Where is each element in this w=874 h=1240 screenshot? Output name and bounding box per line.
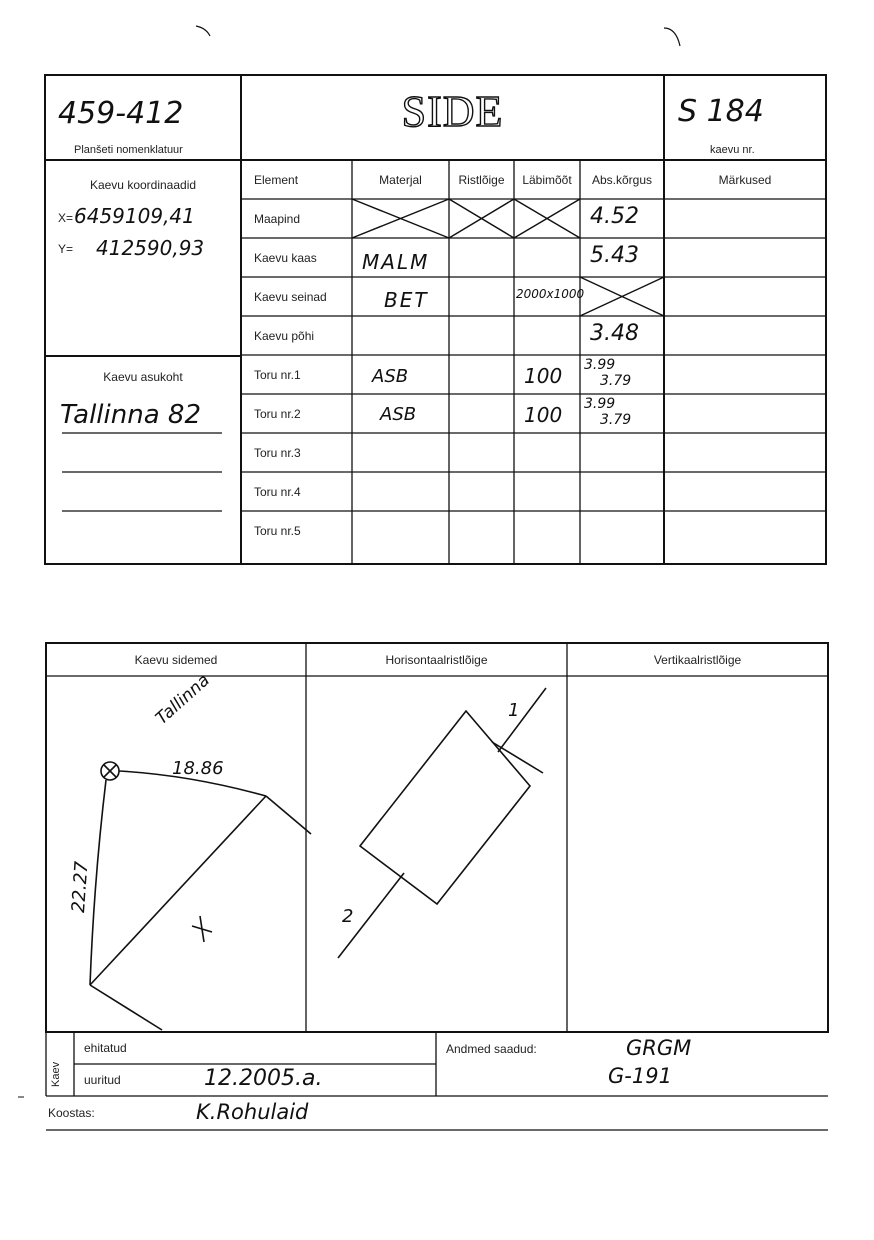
row-label: Toru nr.5: [254, 524, 301, 538]
pipe1-material: ASB: [372, 366, 409, 387]
row-label: Toru nr.2: [254, 407, 301, 421]
bottom-abs-height: 3.48: [590, 321, 639, 346]
surveyed-label: uuritud: [84, 1073, 121, 1087]
col-vertical-header: Vertikaalristlõige: [653, 653, 742, 667]
pipe2-diameter: 100: [524, 403, 563, 427]
compiled-label: Koostas:: [48, 1106, 95, 1120]
row-label: Toru nr.4: [254, 485, 301, 499]
lid-abs-height: 5.43: [590, 243, 639, 268]
row-label: Kaevu seinad: [254, 290, 327, 304]
row-label: Maapind: [254, 212, 301, 226]
row-label: Toru nr.1: [254, 368, 301, 382]
sketch-pipe-1: 1: [508, 700, 520, 721]
row-label: Kaevu kaas: [254, 251, 317, 265]
header-abs-height: Abs.kõrgus: [591, 173, 653, 187]
pipe1-abs-bottom: 3.79: [600, 373, 632, 389]
walls-diameter: 2000x1000: [516, 287, 585, 301]
pipe2-material: ASB: [380, 404, 417, 425]
well-side-label: Kaev: [50, 1061, 62, 1087]
plan-label: Planšeti nomenklatuur: [74, 144, 183, 156]
pipe2-abs-top: 3.99: [584, 396, 616, 412]
header-material: Materjal: [379, 173, 422, 187]
sketch-distance-1: 18.86: [172, 758, 224, 779]
lid-material: MALM: [362, 250, 430, 274]
header-diameter: Läbimõõt: [522, 173, 572, 187]
data-source-value-1: GRGM: [626, 1036, 692, 1060]
y-label: Y=: [58, 242, 74, 256]
walls-material: BET: [384, 288, 429, 312]
pipe1-diameter: 100: [524, 364, 563, 388]
row-label: Kaevu põhi: [254, 329, 315, 343]
horizontal-section-sketch: [338, 688, 546, 958]
pipe1-abs-top: 3.99: [584, 357, 616, 373]
coords-label: Kaevu koordinaadid: [89, 178, 197, 192]
well-number-label: kaevu nr.: [710, 144, 755, 156]
location-label: Kaevu asukoht: [103, 370, 183, 384]
location-value: Tallinna 82: [60, 400, 201, 430]
header-element: Element: [254, 173, 299, 187]
x-value: 6459109,41: [74, 204, 195, 228]
built-label: ehitatud: [84, 1041, 127, 1055]
y-value: 412590,93: [96, 236, 205, 260]
x-label: X=: [58, 211, 74, 225]
header-cross-section: Ristlõige: [458, 173, 505, 187]
row-label: Toru nr.3: [254, 446, 301, 460]
data-source-value-2: G-191: [608, 1064, 672, 1088]
form-title: SIDE: [401, 87, 504, 136]
data-source-label: Andmed saadud:: [446, 1042, 537, 1056]
compiled-value: K.Rohulaid: [196, 1100, 309, 1124]
col-ties-header: Kaevu sidemed: [134, 653, 218, 667]
surveyed-value: 12.2005.a.: [204, 1066, 323, 1091]
plan-number: 459-412: [58, 96, 184, 131]
col-horizontal-header: Horisontaalristlõige: [385, 653, 488, 667]
sketch-street-label: Tallinna: [152, 670, 214, 729]
sketch-pipe-2: 2: [342, 906, 354, 927]
well-number: S 184: [678, 94, 764, 129]
ground-abs-height: 4.52: [590, 204, 639, 229]
header-remarks: Märkused: [718, 173, 772, 187]
pipe2-abs-bottom: 3.79: [600, 412, 632, 428]
sketch-distance-2: 22.27: [68, 860, 93, 914]
tie-sketch: [90, 762, 311, 1030]
